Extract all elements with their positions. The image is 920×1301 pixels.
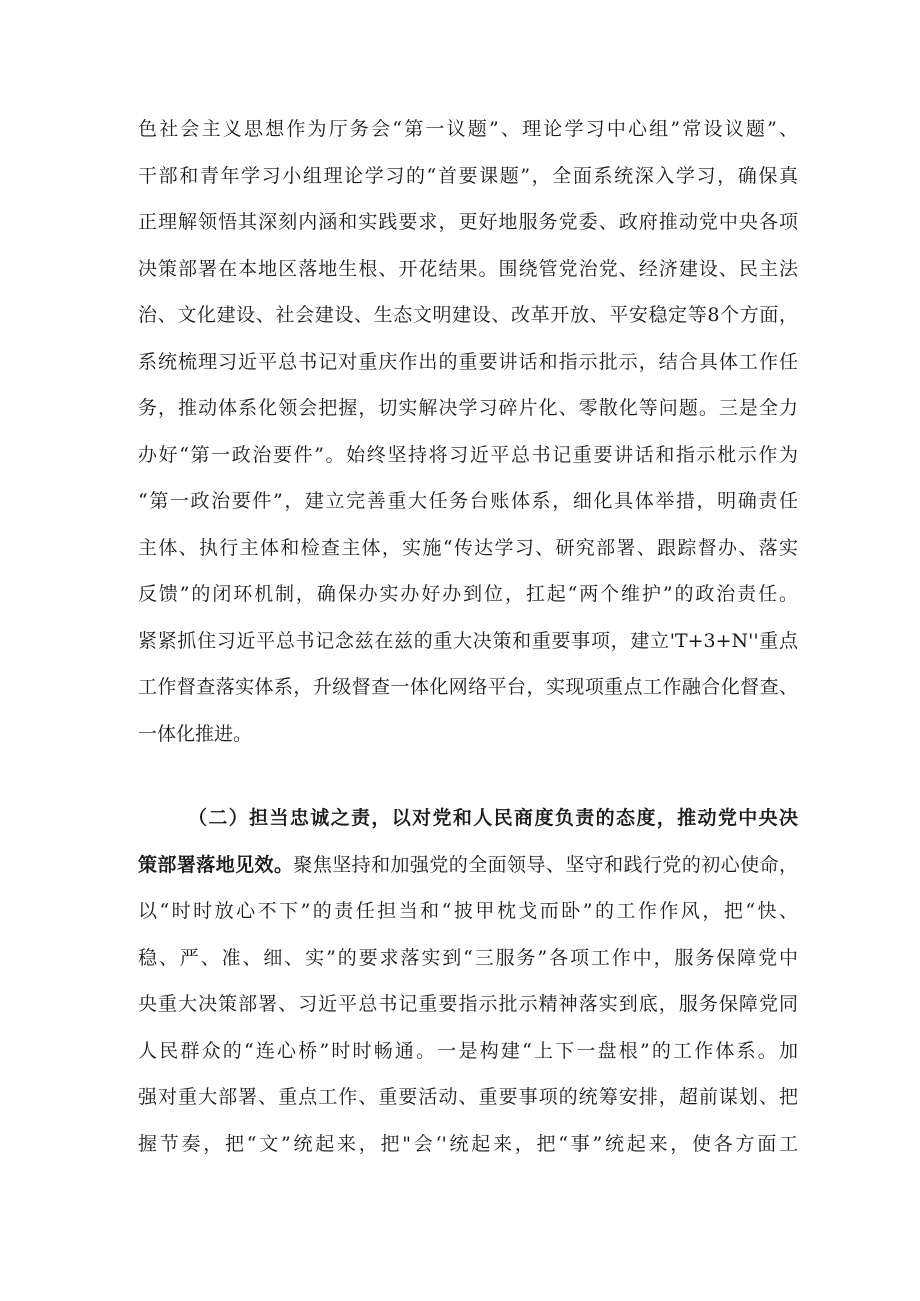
- text-line: 央重大决策部署、习近平总书记重要指示批示精神落实到底，服务保障党同: [138, 993, 798, 1015]
- text-line: 决策部署在本地区落地生根、开花结果。围绕管党治党、经济建设、民主法: [138, 257, 798, 280]
- paragraph-2: [138, 795, 798, 1167]
- text-line: 干部和青年学习小组理论学习的“首要课题”，全面系统深入学习，确保真: [138, 164, 798, 187]
- text-line: 色社会主义思想作为厅务会“第一议题”、理论学习中心组”常设议题”、: [138, 118, 798, 140]
- text-line: 办好“第一政治要件”。始终坚持将习近平总书记重要讲话和指示枇示作为: [138, 443, 798, 466]
- paragraph-gap: [138, 757, 798, 795]
- text-line: 策部署落地见效。聚焦坚持和加强党的全面领导、坚守和践行党的初心使命，: [138, 853, 798, 876]
- section-heading-line: [138, 795, 798, 842]
- text-line: 正理解领悟其深刻内涵和实践要求，更好地服务党委、政府推动党中央各项: [138, 211, 798, 233]
- text-line: 系统梳理习近平总书记对重庆作出的重要讲话和指示批示，结合具体工作任: [138, 350, 798, 373]
- text-line: 一体化推进。: [138, 722, 253, 745]
- text-line: 紧紧抓住习近平总书记念兹在兹的重大决策和重要事项，建立'T+3+N''重点: [138, 629, 798, 652]
- text-line: 主体、执行主体和检查主体，实施“传达学习、研究部署、跟踪督办、落实: [138, 536, 798, 559]
- text-line: 握节奏，把“文”统起来，把"会‘'统起来，把“事”统起来，使各方面工: [138, 1132, 798, 1155]
- paragraph-1: [138, 106, 798, 757]
- text-line: 治、文化建设、社会建设、生态文明建设、改革开放、平安稳定等8个方面，: [138, 304, 798, 326]
- text-line: 人民群众的“连心桥”时时畅通。一是构建“上下一盘根”的工作体系。加: [138, 1039, 798, 1062]
- text-line: 稳、严、准、细、实”的要求落实到“三服务”各项工作中，服务保障党中: [138, 946, 798, 969]
- text-line: 务，推动体系化领会把握，切实解决学习碎片化、零散化等问题。三是全力: [138, 397, 798, 419]
- text-line: 强对重大部署、重点工作、重要活动、重要事项的统筹安排，超前谋划、把: [138, 1086, 798, 1108]
- text-line: “第一政治要件”，建立完善重大任务台账体系，细化具体举措，明确责任: [138, 490, 798, 512]
- text-line: 工作督查落实体系，升级督查一体化网络平台，实现项重点工作融合化督查、: [138, 676, 798, 698]
- section-heading-end: 策部署落地见效。: [138, 853, 294, 876]
- section-heading: （二）担当忠诚之责，以对党和人民商度负责的态度，推动党中央决: [188, 807, 798, 829]
- text-line: 以“时时放心不下”的责任担当和“披甲枕戈而卧”的工作作风，把“快、: [138, 900, 798, 922]
- text-line: 反馈”的闭环机制，确保办实办好办到位，扛起“两个维护”的政治责任。: [138, 583, 798, 605]
- document-body: [138, 106, 798, 1167]
